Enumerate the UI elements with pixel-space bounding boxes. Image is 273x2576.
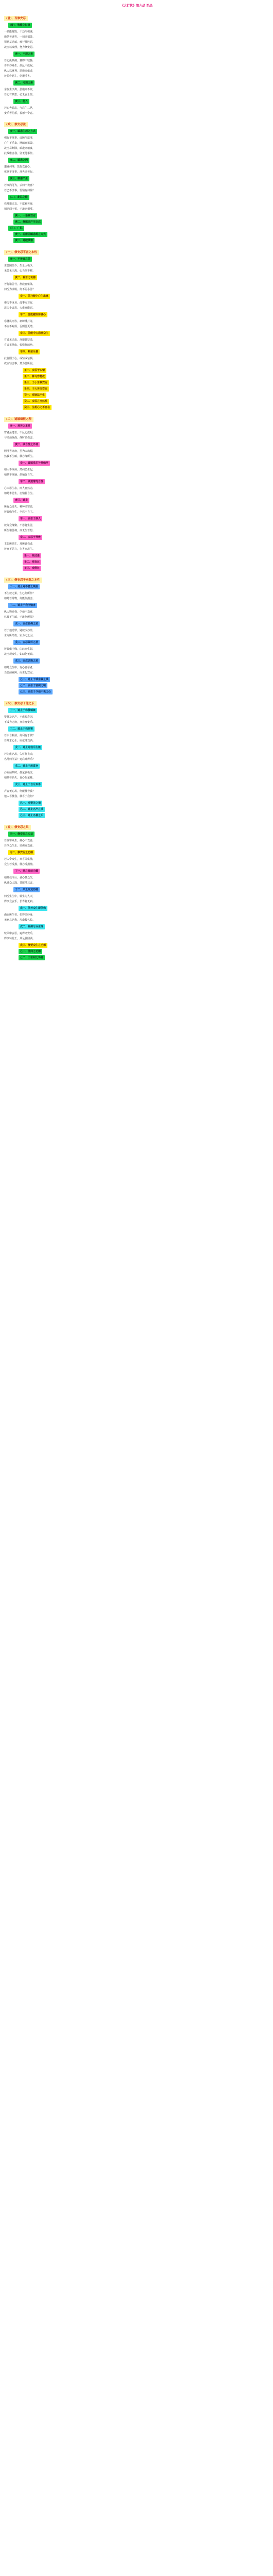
verse-line: 纵人以财利，恩施来依者，	[4, 70, 36, 73]
verse-line: 不应不耐烦，否则苦更增。	[4, 325, 36, 328]
outline-row	[19, 516, 269, 522]
outline-row	[23, 392, 269, 398]
outline-label: 戊二、观佛与众生等	[19, 924, 45, 929]
verse-block	[4, 894, 107, 904]
outline-row	[13, 621, 269, 627]
outline-label: 癸二、安忍之当然性	[23, 399, 49, 404]
verse-block	[4, 300, 107, 311]
verse-line: 如人不欲病，然病仍生起，	[4, 468, 36, 471]
verse-line: 强行不欲事，或障所欲事，	[4, 137, 36, 140]
outline-label: 庚二、遮破嗔害	[13, 238, 35, 243]
verse-line: 彼皆缘所生，全然不自主。	[4, 511, 36, 514]
verse-block	[4, 912, 107, 923]
verse-block	[4, 857, 107, 867]
outline-label: 丁一、遮止于称赞嗔嫉	[8, 708, 37, 713]
outline-label: 己三、遮止名誉之乐	[19, 813, 45, 818]
outline-section	[4, 249, 269, 411]
outline-label: 庚二、可现之果	[13, 80, 35, 86]
outline-label: 辛一、破遮常的补特伽罗	[19, 461, 50, 466]
outline-label: 戊一、遮止对他乐生嫉	[13, 745, 42, 750]
outline-label: 庚一、不善者之苦	[8, 257, 32, 262]
outline-row	[19, 924, 269, 930]
verse-line: 若唯求心乐，应依博戏酒。	[4, 739, 36, 742]
outline-row	[19, 812, 269, 819]
verse-block	[4, 609, 107, 620]
outline-label: 辛二、安忍于导致	[19, 535, 42, 540]
outline-label: 辛一、苦乃能令心生出离	[19, 294, 50, 299]
outline-row	[13, 497, 269, 503]
verse-line: 众生若受损，佛亦受损恼。	[4, 863, 36, 866]
outline-row	[19, 293, 269, 299]
outline-label: 戊三、安忍讥毁之恶	[13, 658, 40, 664]
verse-block	[4, 541, 107, 552]
outline-row	[13, 658, 269, 664]
outline-label: 辛二、破遮常的自性	[19, 479, 45, 484]
verse-line: 得享转轮王，具足胜圆满。	[4, 937, 36, 940]
verse-line: 生苦因非少，生乐因极少，	[4, 264, 36, 267]
verse-block	[4, 164, 107, 175]
outline-row	[13, 744, 269, 751]
outline-label: 庚一、不现之果	[13, 52, 35, 57]
outline-row	[8, 831, 269, 837]
verse-block	[4, 875, 107, 886]
outline-label: 庚一、忍耐因瞋恚起之方式	[13, 232, 47, 237]
verse-line: 智者虽遭苦，不乱心澄明，	[4, 431, 36, 434]
verse-line: 如是未思生，恚恼犹自生。	[4, 492, 36, 495]
outline-label: 戊一、供养众生即供佛	[19, 906, 47, 911]
verse-line: 彼亦不思言，为害而故生。	[4, 548, 36, 551]
verse-line: 若心有瞋恚，必无安乐住。	[4, 93, 36, 96]
verse-line: 如是若常物，何能作损害。	[4, 597, 36, 600]
verse-line: 寒暑风雨等，病缚捶打等，	[4, 320, 36, 323]
verse-line: 名号何所益？死后谁得乐？	[4, 758, 36, 761]
outline-row	[8, 602, 269, 608]
verse-line: 若令众生乐，诸佛亦欢喜。	[4, 844, 36, 848]
outline-row	[13, 275, 269, 281]
verse-line: 若恼害众生，佛心不欢喜，	[4, 839, 36, 842]
verse-block	[4, 430, 107, 440]
section-heading: (五)、修安忍之果	[4, 825, 31, 830]
verse-line: 若事尚可为，云何不欢喜？	[4, 184, 36, 187]
verse-block	[4, 665, 107, 675]
verse-line: 故习小害故，大难亦能忍。	[4, 307, 36, 310]
verse-line: 主张所谓主，及所计我者，	[4, 543, 36, 546]
verse-line: 若已不济事，忧恼有何益？	[4, 189, 36, 192]
verse-block	[4, 449, 107, 459]
verse-block	[4, 647, 107, 657]
verse-block	[4, 715, 107, 725]
verse-line: 故当观众生，如幻化无瞋。	[4, 653, 36, 656]
verse-line: 遭遇何事，莫扰欢喜心，	[4, 165, 33, 168]
verse-line: 若于他造罪，疑彼汝亦非，	[4, 629, 36, 632]
outline-row	[8, 225, 269, 231]
outline-label: 庚三、瞋恚产生	[8, 176, 29, 181]
verse-line: 当思前业障，而生起安忍。	[4, 671, 36, 674]
verse-line: 苦行诸苦行，割截自躯体，	[4, 283, 36, 286]
outline-label: 己一、世间之功德	[19, 949, 42, 954]
outline-row	[19, 460, 269, 466]
verse-line: 如是誉名失，自心似童稚。	[4, 776, 36, 779]
verse-block	[4, 87, 107, 97]
verse-block	[4, 201, 107, 212]
section-heading: (三)、修安忍于众敌之本性	[4, 578, 42, 583]
outline-label: 庚三、遮止	[13, 498, 29, 503]
verse-block	[4, 523, 107, 533]
verse-line: 由忍所生者，恒得美妙身，	[4, 913, 36, 917]
verse-line: 彼等众缘聚，不思将生苦，	[4, 524, 36, 527]
outline-label: 庚一、瞋恚生起之方式	[8, 129, 37, 134]
outline-label: 壬四、于大苦当安忍	[23, 386, 49, 392]
verse-line: 若识自利益，何利有于彼？	[4, 734, 36, 737]
outline-label: 壬三、观他过	[23, 566, 41, 571]
outline-row	[8, 22, 269, 28]
verse-line: 亲友生厌离，虽施亦不依，	[4, 88, 36, 91]
outline-label: 丙一、修安忍之实益	[8, 832, 35, 837]
outline-row	[8, 850, 269, 856]
outline-section	[4, 577, 269, 695]
verse-line: 声音无心故，何能赞誉我？	[4, 790, 36, 793]
outline-row	[8, 726, 269, 732]
outline-row	[13, 213, 269, 219]
verse-line: 此敌唯害我，别无他事作。	[4, 152, 36, 155]
verse-line: 故应轻害事，莫为苦所侵。	[4, 362, 36, 365]
outline-label: 壬一、安忍于实情	[23, 368, 46, 373]
outline-row	[19, 676, 269, 683]
verse-line: 不成力无病，亦非身安乐。	[4, 721, 36, 724]
verse-block	[4, 58, 107, 79]
outline-row	[13, 238, 269, 244]
verse-line: 我及诸亲友，不欲痛苦辱，	[4, 202, 36, 206]
section-heading: (一)、修安忍不害之本性	[4, 250, 39, 255]
section-heading: (贰)、修安忍法	[4, 122, 28, 127]
section-heading: (二)、遮破嗔恨之理	[4, 417, 33, 422]
verse-line: 有者见他血，惊慌复闷绝。	[4, 344, 36, 347]
verse-line: 心生不乐食，增瞋自摧毁。	[4, 142, 36, 145]
verse-block	[4, 838, 107, 849]
verse-line: 罪恶莫过瞋，难行莫胜忍，	[4, 41, 36, 44]
verse-line: 何况生生中，转生为人天，	[4, 895, 36, 898]
outline-label: 戊二、遮止于敌喜欢	[13, 764, 40, 769]
outline-row	[19, 683, 269, 689]
outline-row	[13, 219, 269, 225]
outline-row	[8, 194, 269, 200]
outline-row	[19, 330, 269, 336]
outline-label: 己二、遮止名声之嗔	[19, 807, 45, 812]
outline-row	[13, 98, 269, 105]
outline-row	[13, 782, 269, 788]
verse-line: 所生诸苦痛，亦无生苦想。	[4, 529, 36, 532]
verse-line: 无苦无出离，心当坚不移。	[4, 269, 36, 273]
outline-label: 辛二、苦能摧毁骄慢心	[19, 312, 47, 317]
outline-label: 丁一、果之现前功德	[13, 869, 40, 874]
outline-row	[13, 51, 269, 57]
outline-row	[23, 386, 269, 392]
verse-line: 若人令众生，欢喜即供佛，	[4, 858, 36, 861]
outline-label: (三)、广说	[8, 226, 24, 231]
verse-line: 安乐者信乐，福德不令意。	[4, 112, 36, 115]
verse-block	[4, 789, 107, 799]
outline-row	[23, 380, 269, 386]
verse-line: 彼皆依于缘，由此而生起，	[4, 648, 36, 651]
outline-label: 丁二、遮止于我所恼害	[8, 603, 37, 608]
outline-row	[19, 955, 269, 961]
verse-block	[4, 628, 107, 638]
outline-label: 戊一、安忍轻侮之恶	[13, 621, 40, 626]
outline-label: 庚二、瞋恚之因	[8, 158, 29, 163]
outline-label: 辛四、断恶乐善	[19, 349, 40, 354]
outline-label: 庚二、破自性之外境	[13, 442, 40, 447]
outline-section	[4, 824, 269, 961]
outline-row	[8, 128, 269, 134]
outline-label: 辛一、安忍于敌人	[19, 516, 42, 521]
outline-row	[23, 553, 269, 559]
outline-label: 壬二、修习容易故	[23, 374, 46, 379]
outline-label: 庚三、能入	[13, 99, 29, 104]
verse-line: 施供善逝等，一切诸福善。	[4, 36, 36, 39]
verse-line: 赞誉及名声，不成福寿因，	[4, 716, 36, 719]
outline-row	[8, 584, 269, 590]
verse-block	[4, 752, 107, 762]
verse-block	[4, 135, 107, 156]
outline-row	[13, 639, 269, 646]
outline-label: 己一、观赞美之损	[19, 801, 42, 806]
verse-block	[4, 591, 107, 601]
outline-row	[8, 157, 269, 163]
outline-row	[19, 689, 269, 695]
outline-label: 壬一、观过患	[23, 553, 41, 558]
outline-row	[23, 404, 269, 411]
outline-row	[13, 442, 269, 448]
verse-line: 心未思生恚，而人自然恚，	[4, 487, 36, 490]
verse-line: 故应以众理，努力修安忍。	[4, 46, 36, 49]
outline-row	[19, 800, 269, 806]
verse-line: 无病具名称，寿命极久长。	[4, 919, 36, 922]
outline-label: 戊三、遮止于自乐欢喜	[13, 782, 42, 787]
outline-row	[8, 423, 269, 429]
outline-label: 己一、遮止于嗔亲属之嗔	[19, 677, 50, 682]
verse-line: 一瞋能摧毁，千劫所积聚，	[4, 30, 36, 33]
outline-label: 己二、出世间之功德	[19, 955, 45, 960]
outline-row	[13, 231, 269, 238]
verse-line: 若心舍瞋恚，今后生二世，	[4, 107, 36, 110]
verse-line: 胆汁等诸病，虽为大痛源，	[4, 450, 36, 453]
outline-row	[19, 905, 269, 911]
verse-block	[4, 770, 107, 781]
verse-block	[4, 106, 107, 116]
verse-line: 沙屋倾颓时，愚童哀极泣，	[4, 771, 36, 774]
outline-label: 庚一、观苦之本性	[8, 423, 32, 429]
verse-block	[4, 733, 107, 743]
outline-row	[19, 312, 269, 318]
outline-row	[13, 887, 269, 893]
outline-row	[19, 349, 269, 355]
verse-line: 纵遭众人践，甘愿受其害。	[4, 882, 36, 885]
outline-row	[23, 559, 269, 565]
outline-row	[13, 868, 269, 874]
verse-line: 忧恼不济事，反失诸善行。	[4, 171, 36, 174]
verse-line: 他人喜赞我，彼喜于我何？	[4, 795, 36, 798]
outline-row	[19, 479, 269, 485]
section-heading: (壹)、当修安忍	[4, 16, 28, 21]
outline-label: (二)、此忍之能	[8, 195, 29, 200]
verse-line: 如是不欲恼，烦恼强自生。	[4, 473, 36, 477]
verse-line: 如是我今后，诚心敬众生，	[4, 876, 36, 879]
outline-section	[4, 15, 269, 116]
outline-section	[4, 121, 269, 244]
outline-label: 癸三、生起心之不自在	[23, 405, 52, 410]
verse-line: 然我不生瞋，于汝何所损？	[4, 616, 36, 619]
outline-label: 庚一、一语修安忍	[13, 213, 37, 218]
verse-block	[4, 504, 107, 515]
outline-label: 癸一、观诸法不生	[23, 393, 46, 398]
outline-label: 庚二、观苦之功德	[13, 275, 37, 280]
verse-block	[4, 467, 107, 478]
outline-row	[19, 534, 269, 540]
verse-block	[4, 337, 107, 348]
outline-label: 戊三、摄受众生之功德	[19, 943, 47, 948]
outline-row	[23, 374, 269, 380]
verse-line: 粗语闻不悦，于敌则相反。	[4, 208, 36, 211]
verse-line: 纵人毁谤我，令他不欢喜，	[4, 611, 36, 614]
outline-label: (壹)、敬修之过患	[8, 23, 32, 28]
verse-block	[4, 29, 107, 50]
outline-label: 丙二、修安忍之功德	[8, 850, 35, 855]
verse-line: 如是众生中，有心喜恶者，	[4, 666, 36, 669]
outline-row	[19, 942, 269, 948]
outline-row	[23, 398, 269, 404]
outline-label: 庚二、修瞋恚产生安忍	[13, 219, 42, 225]
verse-block	[4, 183, 107, 193]
outline	[4, 15, 269, 961]
verse-block	[4, 319, 107, 329]
outline-label: 己二、安忍于轻视之嗔	[19, 683, 47, 688]
outline-label: 丁二、遮止于我损害	[8, 726, 35, 732]
outline-label: 己三、安忍于令他不悦之心	[19, 689, 53, 694]
outline-label: 戊二、安忍毁坏之恶	[13, 640, 40, 645]
verse-line: 何况为求脱，何不忍小苦？	[4, 288, 36, 291]
verse-block	[4, 356, 107, 366]
outline-row	[8, 256, 269, 262]
verse-line: 有者见己血，反增其坚勇，	[4, 338, 36, 342]
verse-line: 此皆因于心，或坚或怯懦，	[4, 357, 36, 360]
verse-line: 所有众过失，种种诸罪恶，	[4, 505, 36, 509]
outline-label: 辛三、苦能令心悲悯众生	[19, 331, 50, 336]
outline-row	[13, 763, 269, 769]
document-title: 《大行伏》第六品 至品	[120, 4, 153, 8]
verse-block	[4, 931, 107, 941]
outline-row	[23, 367, 269, 374]
verse-line: 与诸烦恼战，战时多伤害。	[4, 436, 36, 439]
outline-row	[13, 80, 269, 86]
verse-line: 若心执瞋痛，意即不寂静，	[4, 59, 36, 62]
outline-label: 丁二、果之究竟功德	[13, 887, 40, 892]
outline-row	[19, 948, 269, 955]
verse-line: 串习不成易，此事定非有，	[4, 301, 36, 304]
outline-row	[19, 806, 269, 812]
verse-line: 轮回中安忍，遍得诸安乐，	[4, 932, 36, 935]
outline-row	[8, 707, 269, 714]
outline-section	[4, 700, 269, 819]
verse-line: 故当尽断除，瞋敌诸粮食，	[4, 147, 36, 150]
outline-row	[8, 176, 269, 182]
verse-line: 然我不生瞋，彼亦缘所生。	[4, 455, 36, 458]
verse-line: 喜乐亦难生，烦乱不成眠。	[4, 64, 36, 67]
outline-section	[4, 416, 269, 571]
outline-label: 壬三、于小苦修安忍	[23, 380, 49, 385]
verse-line: 若为虚名故，失财复丧命，	[4, 753, 36, 756]
outline-label: 壬二、观自过	[23, 560, 41, 565]
outline-row	[23, 565, 269, 571]
verse-line: 彼若作恶主，仍遭受害。	[4, 75, 33, 78]
verse-line: 不生彼无果，生已何所作？	[4, 592, 36, 595]
section-heading: (四)、修安忍于他之乐	[4, 701, 37, 706]
verse-line: 得享众安乐，长寿复无病。	[4, 900, 36, 903]
outline-label: 丁一、遮止对不喜之嗔恚	[8, 584, 40, 589]
verse-line: 世间所谓伤，实为无之因。	[4, 634, 36, 637]
verse-block	[4, 282, 107, 292]
verse-block	[4, 486, 107, 496]
verse-block	[4, 263, 107, 274]
